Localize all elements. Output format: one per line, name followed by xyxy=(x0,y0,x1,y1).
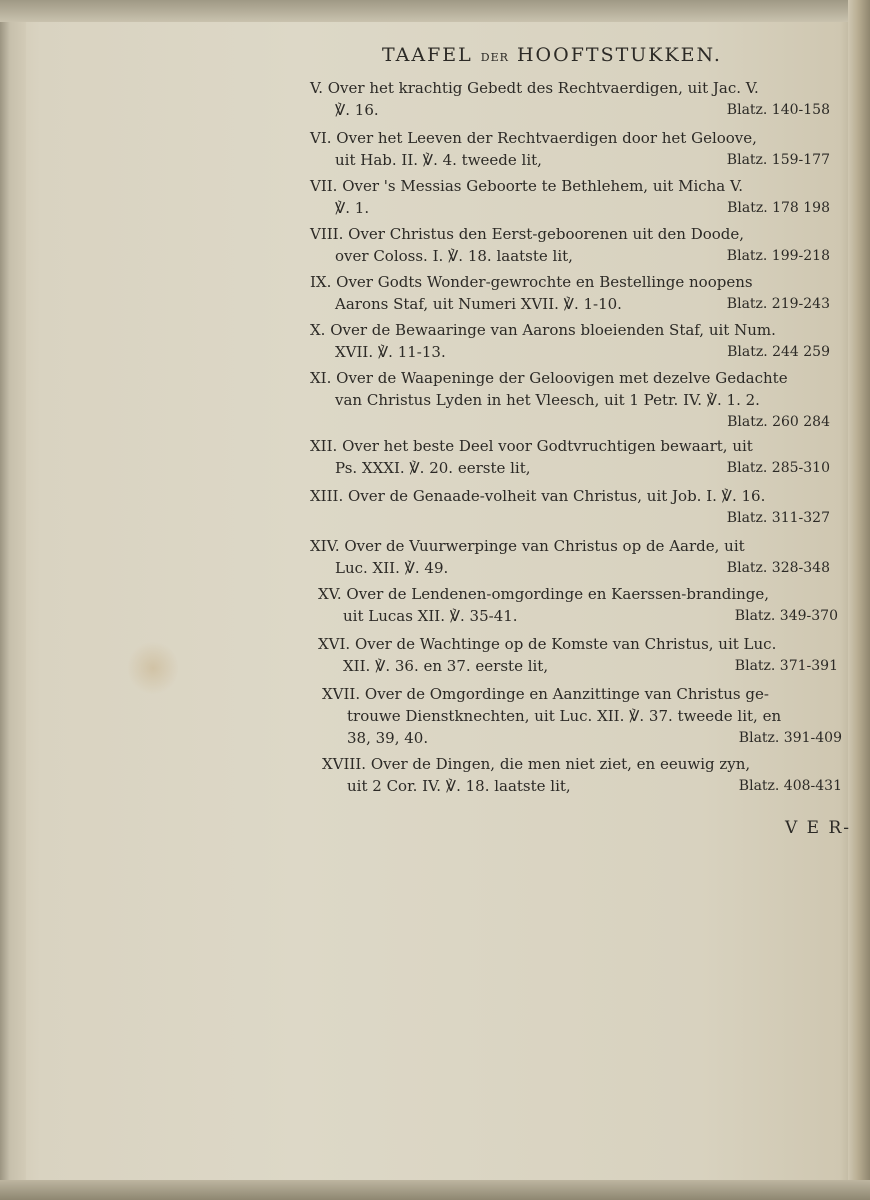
toc-entry-pages: Blatz. 285-310 xyxy=(726,460,830,476)
toc-entry-title: XVI. Over de Wachtinge op de Komste van Christus, uit Luc. xyxy=(318,635,777,653)
toc-entry-reference: Aarons Staf, uit Numeri XVII. ℣. 1-10. xyxy=(335,295,622,313)
toc-entry-pages: Blatz. 328-348 xyxy=(726,560,830,576)
toc-entry-xii xyxy=(310,436,830,480)
toc-entry-pages: Blatz. 260 284 xyxy=(727,414,830,430)
toc-entry-title: VI. Over het Leeven der Rechtvaerdigen door het Geloove, xyxy=(310,129,757,147)
toc-entry-pages: Blatz. 199-218 xyxy=(726,248,830,264)
toc-entry-reference: Luc. XII. ℣. 49. xyxy=(335,559,449,577)
toc-entry-title: X. Over de Bewaaringe van Aarons bloeienden Staf, uit Num. xyxy=(310,321,776,339)
toc-entry-xi xyxy=(310,368,830,434)
toc-entry-title: VII. Over 's Messias Geboorte te Bethlehem, uit Micha V. xyxy=(310,177,743,195)
toc-entry-reference: uit Lucas XII. ℣. 35-41. xyxy=(343,607,518,625)
toc-entry-pages: Blatz. 244 259 xyxy=(727,344,830,360)
toc-entry-ix xyxy=(310,272,830,316)
toc-entry-reference: ℣. 16. xyxy=(335,101,379,119)
toc-entry-xv xyxy=(318,584,838,628)
toc-entry-reference: over Coloss. I. ℣. 18. laatste lit, xyxy=(335,247,573,265)
toc-entry-title: VIII. Over Christus den Eerst-geboorenen uit den Doode, xyxy=(310,225,745,243)
toc-entry-reference: trouwe Dienstknechten, uit Luc. XII. ℣. 37. tweede lit, en xyxy=(347,707,782,725)
toc-entry-viii xyxy=(310,224,830,268)
toc-entry-xvi xyxy=(318,634,838,678)
header-hooftstukken: HOOFTSTUKKEN. xyxy=(516,44,722,66)
toc-entry-pages: Blatz. 140-158 xyxy=(726,102,830,118)
toc-entry-reference-cont: 38, 39, 40. xyxy=(347,729,429,747)
running-header xyxy=(382,44,722,66)
toc-entry-title: XI. Over de Waapeninge der Geloovigen met dezelve Gedachte xyxy=(310,369,788,387)
toc-entry-title: XVII. Over de Omgordinge en Aanzittinge van Christus ge- xyxy=(322,685,769,703)
header-taafel: TAAFEL xyxy=(382,44,473,66)
toc-entry-title: XII. Over het beste Deel voor Godtvruchtigen bewaart, uit xyxy=(310,437,753,455)
toc-entry-pages: Blatz. 391-409 xyxy=(738,730,842,746)
toc-entry-reference: XII. ℣. 36. en 37. eerste lit, xyxy=(343,657,549,675)
toc-entry-xviii xyxy=(322,754,842,798)
toc-entry-title: XIV. Over de Vuurwerpinge van Christus op de Aarde, uit xyxy=(310,537,745,555)
toc-entry-pages: Blatz. 178 198 xyxy=(727,200,830,216)
toc-entry-pages: Blatz. 408-431 xyxy=(738,778,842,794)
header-der: DER xyxy=(480,51,509,64)
toc-entry-xvii xyxy=(322,684,842,750)
toc-entry-pages: Blatz. 159-177 xyxy=(726,152,830,168)
toc-entry-reference: XVII. ℣. 11-13. xyxy=(335,343,446,361)
toc-entry-x xyxy=(310,320,830,364)
toc-entry-reference: van Christus Lyden in het Vleesch, uit 1 Petr. IV. ℣. 1. 2. xyxy=(335,391,760,409)
toc-entry-reference: Ps. XXXI. ℣. 20. eerste lit, xyxy=(335,459,531,477)
toc-entry-reference: uit 2 Cor. IV. ℣. 18. laatste lit, xyxy=(347,777,571,795)
toc-entry-reference: ℣. 1. xyxy=(335,199,370,217)
toc-entry-title: XVIII. Over de Dingen, die men niet ziet, en eeuwig zyn, xyxy=(322,755,751,773)
toc-entry-reference: uit Hab. II. ℣. 4. tweede lit, xyxy=(335,151,542,169)
toc-entry-pages: Blatz. 349-370 xyxy=(734,608,838,624)
toc-entry-xiv xyxy=(310,536,830,580)
toc-entry-vii xyxy=(310,176,830,220)
toc-entry-title: IX. Over Godts Wonder-gewrochte en Bestellinge noopens xyxy=(310,273,753,291)
toc-entry-v xyxy=(310,78,830,122)
toc-entry-pages: Blatz. 371-391 xyxy=(734,658,838,674)
toc-entry-title: XV. Over de Lendenen-omgordinge en Kaerssen-brandinge, xyxy=(318,585,770,603)
toc-entry-title: XIII. Over de Genaade-volheit van Christus, uit Job. I. ℣. 16. xyxy=(310,487,766,505)
toc-entry-pages: Blatz. 219-243 xyxy=(726,296,830,312)
toc-entry-title: V. Over het krachtig Gebedt des Rechtvaerdigen, uit Jac. V. xyxy=(310,79,759,97)
toc-entry-pages: Blatz. 311-327 xyxy=(726,510,830,526)
catchword: V E R- xyxy=(785,818,852,838)
toc-entry-vi xyxy=(310,128,830,172)
toc-entry-xiii xyxy=(310,486,830,530)
